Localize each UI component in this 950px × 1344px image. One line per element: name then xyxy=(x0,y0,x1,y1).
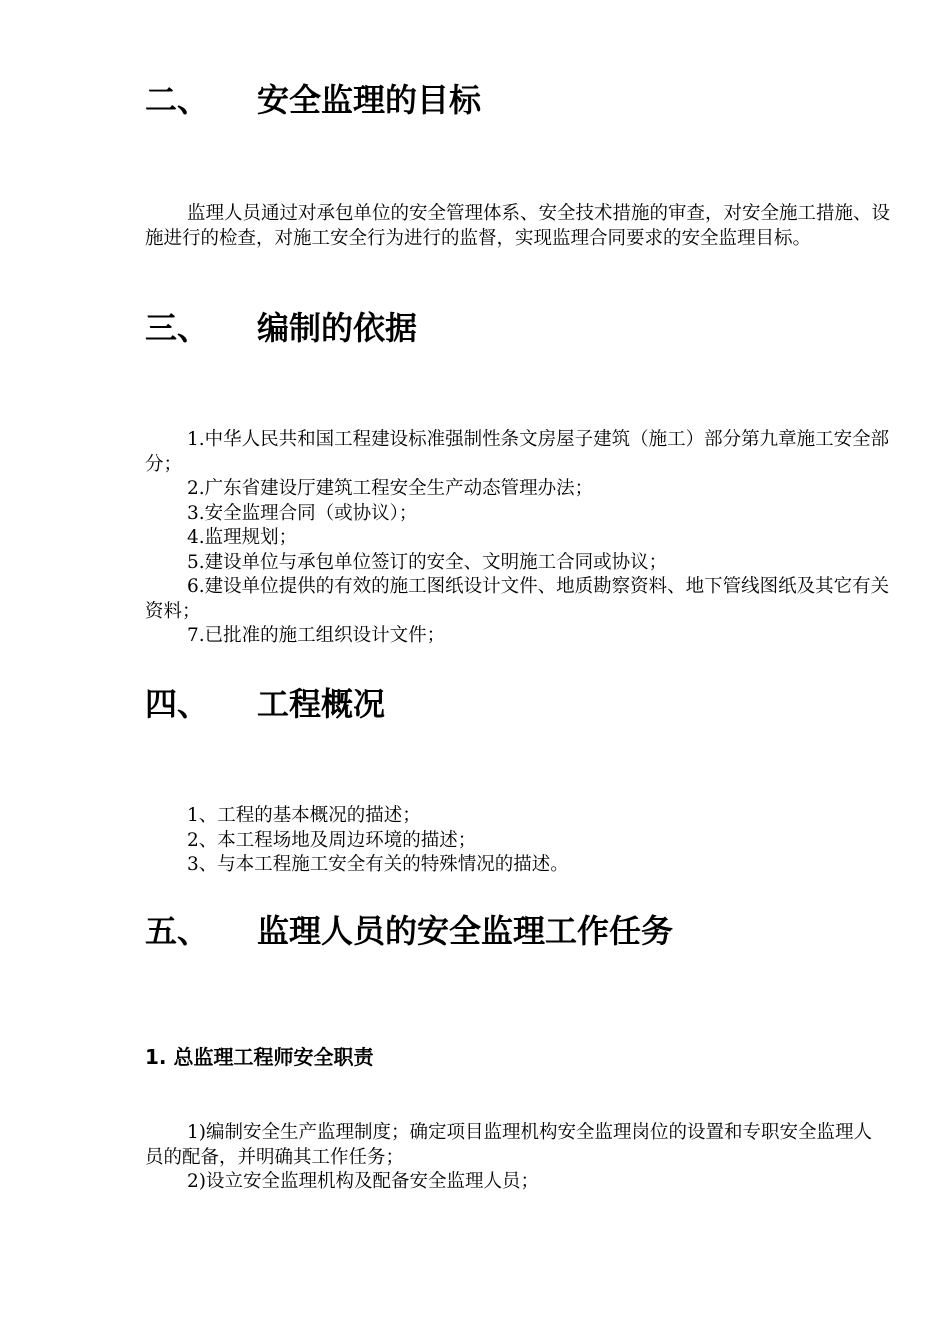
section-title: 监理人员的安全监理工作任务 xyxy=(257,912,674,950)
list-item: 2.广东省建设厅建筑工程安全生产动态管理办法； xyxy=(187,478,594,499)
list-item: 4.监理规划； xyxy=(187,527,298,548)
duties-list xyxy=(145,1121,890,1195)
list-item: 6.建设单位提供的有效的施工图纸设计文件、地质勘察资料、地下管线图纸及其它有关资料； xyxy=(145,576,890,622)
section-number: 三、 xyxy=(145,309,210,347)
section-heading-5 xyxy=(145,911,673,951)
list-item: 1、工程的基本概况的描述； xyxy=(187,805,421,826)
list-item: 2、本工程场地及周边环境的描述； xyxy=(187,829,477,851)
overview-list xyxy=(145,804,890,878)
list-item: 2)设立安全监理机构及配备安全监理人员； xyxy=(187,1171,539,1192)
section-paragraph: 监理人员通过对承包单位的安全管理体系、安全技术措施的审查，对安全施工措施、设施进行的检查，对施工安全行为进行的监督，实现监理合同要求的安全监理目标。 xyxy=(145,203,891,249)
section-number: 五、 xyxy=(145,912,210,950)
subsection-heading: 1. 总监理工程师安全职责 xyxy=(145,1045,374,1069)
basis-list xyxy=(145,428,890,649)
section-number: 二、 xyxy=(145,81,210,119)
list-item: 3.安全监理合同（或协议）； xyxy=(187,502,418,524)
list-item: 1.中华人民共和国工程建设标准强制性条文房屋子建筑（施工）部分第九章施工安全部分； xyxy=(145,429,890,475)
section-heading-2 xyxy=(145,80,481,120)
list-item: 7.已批准的施工组织设计文件； xyxy=(187,625,446,646)
section-title: 编制的依据 xyxy=(257,309,418,347)
section-heading-4 xyxy=(145,684,385,724)
section-number: 四、 xyxy=(145,685,210,723)
list-item: 1)编制安全生产监理制度；确定项目监理机构安全监理岗位的设置和专职安全监理人员的配备，并明确其工作任务； xyxy=(145,1122,872,1168)
section-title: 安全监理的目标 xyxy=(257,81,482,119)
list-item: 3、与本工程施工安全有关的特殊情况的描述。 xyxy=(187,854,569,875)
section-title: 工程概况 xyxy=(257,685,386,723)
section-heading-3 xyxy=(145,308,417,348)
list-item: 5.建设单位与承包单位签订的安全、文明施工合同或协议； xyxy=(187,551,668,573)
